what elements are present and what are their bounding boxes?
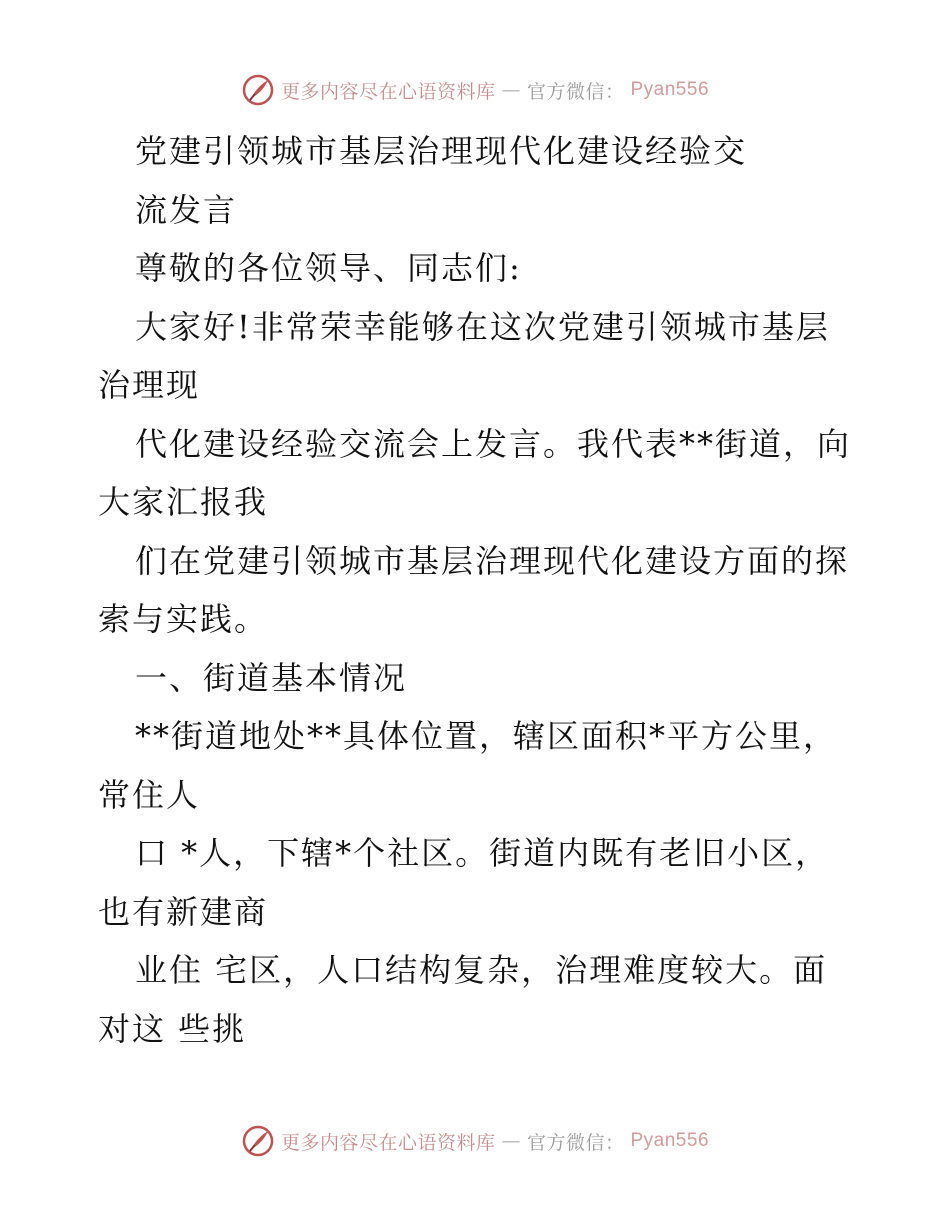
- watermark-dash: —: [501, 1130, 521, 1152]
- text-line: 一、街道基本情况: [135, 658, 408, 697]
- text-line: 也有新建商: [98, 892, 269, 931]
- text-line: 尊敬的各位领导、同志们:: [135, 249, 522, 287]
- watermark-wechat-id: Pyan556: [630, 79, 710, 100]
- header-watermark: [0, 70, 950, 110]
- text-line: 代化建设经验交流会上发言。我代表**街道，向: [135, 424, 852, 463]
- text-line: **街道地处**具体位置，辖区面积*平方公里，: [135, 717, 838, 755]
- text-line: 治理现: [98, 366, 201, 404]
- text-line: 对这 些挑: [98, 1009, 247, 1048]
- watermark-site-text: 更多内容尽在心语资料库: [280, 1131, 496, 1154]
- quill-logo-icon: [241, 73, 275, 107]
- text-line: 大家好!非常荣幸能够在这次党建引领城市基层: [135, 307, 830, 346]
- text-line: 流发言: [135, 190, 238, 229]
- text-line: 常住人: [98, 775, 201, 814]
- quill-logo-icon: [241, 1124, 275, 1158]
- watermark-label: 官方微信：: [526, 1131, 625, 1154]
- watermark-label: 官方微信：: [526, 80, 625, 103]
- footer-watermark: [0, 1121, 950, 1161]
- text-line: 大家汇报我: [98, 483, 269, 521]
- document-body: [98, 122, 858, 1058]
- watermark-wechat-id: Pyan556: [630, 1130, 710, 1151]
- watermark-dash: —: [501, 79, 521, 101]
- text-line: 业住 宅区，人口结构复杂，治理难度较大。面: [135, 951, 828, 989]
- text-line: 口 *人，下辖*个社区。街道内既有老旧小区，: [135, 834, 830, 872]
- text-line: 索与实践。: [98, 600, 269, 638]
- text-line: 们在党建引领城市基层治理现代化建设方面的探: [135, 541, 850, 580]
- text-line: 党建引领城市基层治理现代化建设经验交: [135, 132, 748, 170]
- watermark-site-text: 更多内容尽在心语资料库: [280, 80, 496, 103]
